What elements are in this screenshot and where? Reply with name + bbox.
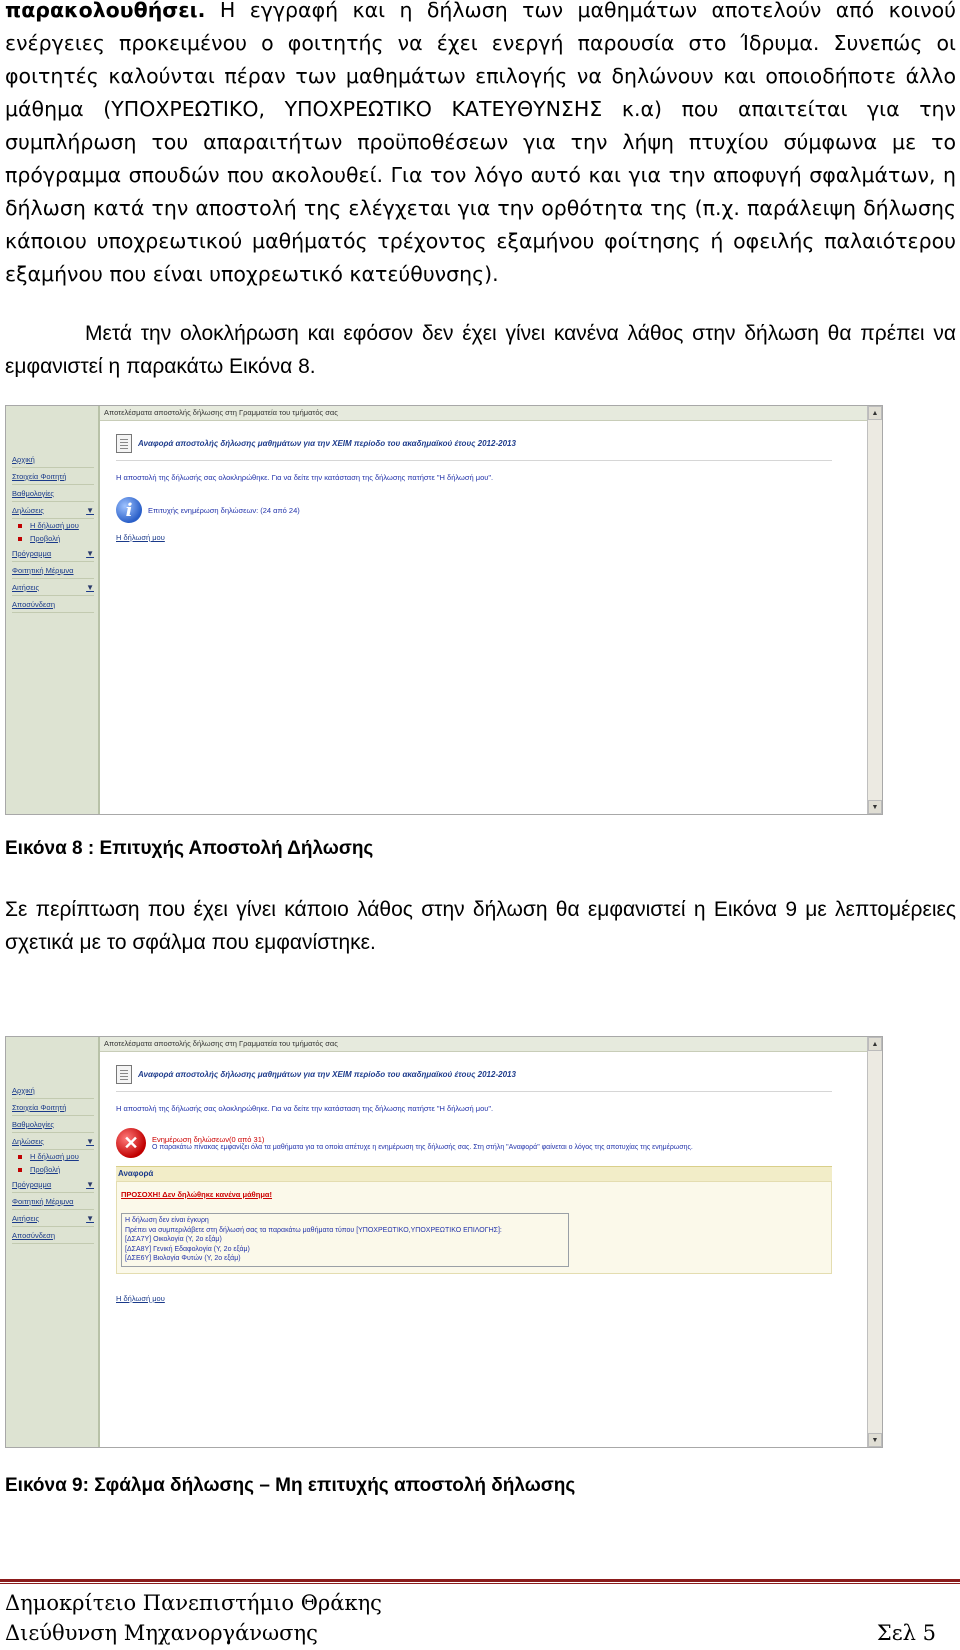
scroll-up-icon[interactable]: ▲ — [868, 1037, 882, 1051]
nav-requests[interactable]: Αιτήσεις ▼ — [12, 579, 94, 596]
footer-university: Δημοκρίτειο Πανεπιστήμιο Θράκης — [5, 1591, 382, 1615]
scroll-up-icon[interactable]: ▲ — [868, 406, 882, 420]
nav-grades[interactable]: Βαθμολογίες — [12, 1116, 94, 1133]
nav-declarations[interactable]: Δηλώσεις ▼ — [12, 1133, 94, 1150]
bullet-icon — [18, 524, 22, 528]
my-declaration-link[interactable]: Η δήλωσή μου — [116, 1293, 165, 1303]
report-title: Αναφορά αποστολής δήλωσης μαθημάτων για την ΧΕΙΜ περίοδο του ακαδημαϊκού έτους 2012-2013 — [116, 426, 832, 461]
nav-my-declaration[interactable]: Η δήλωσή μου — [12, 1150, 94, 1163]
sidebar-nav — [12, 1082, 94, 1244]
paragraph-error-case: Σε περίπτωση που έχει γίνει κάποιο λάθος στην δήλωση θα εμφανιστεί η Εικόνα 9 με λεπτομέρειες σχετικά με το σφάλμα που εμφανίστηκε. — [5, 898, 956, 954]
error-line: Η δήλωση δεν είναι έγκυρη — [125, 1217, 209, 1224]
bullet-icon — [18, 1155, 22, 1159]
nav-grades[interactable]: Βαθμολογίες — [12, 485, 94, 502]
report-title: Αναφορά αποστολής δήλωσης μαθημάτων για την ΧΕΙΜ περίοδο του ακαδημαϊκού έτους 2012-2013 — [116, 1057, 832, 1092]
success-row — [116, 497, 832, 523]
scrollbar[interactable] — [867, 406, 882, 814]
error-row — [116, 1128, 832, 1158]
footer-rule — [0, 1579, 960, 1582]
main-content — [116, 1057, 832, 1306]
document-icon — [116, 1065, 132, 1084]
breadcrumb: Αποτελέσματα αποστολής δήλωσης στη Γραμματεία του τμήματός σας — [104, 1039, 338, 1048]
chevron-down-icon: ▼ — [86, 548, 94, 558]
intro-paragraph — [5, 0, 956, 291]
nav-home[interactable]: Αρχική — [12, 451, 94, 468]
nav-logout[interactable]: Αποσύνδεση — [12, 596, 94, 613]
intro-bold: παρακολουθήσει. — [5, 0, 206, 22]
error-details — [121, 1213, 569, 1267]
error-line: [ΔΣΕ6Υ] Βιολογία Φυτών (Υ, 2ο εξάμ) — [125, 1255, 241, 1262]
main-content — [116, 426, 832, 545]
nav-view[interactable]: Προβολή — [12, 532, 94, 545]
sidebar — [6, 1037, 100, 1447]
nav-declarations[interactable]: Δηλώσεις ▼ — [12, 502, 94, 519]
footer-rule-thin — [0, 1583, 960, 1584]
nav-my-declaration[interactable]: Η δήλωσή μου — [12, 519, 94, 532]
scroll-down-icon[interactable]: ▼ — [868, 800, 882, 814]
screenshot-success — [5, 405, 883, 815]
nav-view[interactable]: Προβολή — [12, 1163, 94, 1176]
sidebar — [6, 406, 100, 814]
nav-student-data[interactable]: Στοιχεία Φοιτητή — [12, 1099, 94, 1116]
error-subtitle: Ο παρακάτω πίνακας εμφανίζει όλα τα μαθήματα για τα οποία απέτυχε η ενημέρωση της δήλωσής σας. Στη στήλη "Αναφορά" φαίνεται ο λόγος της αποτυχίας της ενημέρωσης. — [152, 1144, 693, 1151]
success-text: Επιτυχής ενημέρωση δηλώσεων: (24 από 24) — [148, 505, 300, 515]
nav-logout[interactable]: Αποσύνδεση — [12, 1227, 94, 1244]
nav-home[interactable]: Αρχική — [12, 1082, 94, 1099]
caption-figure-8: Εικόνα 8 : Επιτυχής Αποστολή Δήλωσης — [5, 838, 374, 859]
report-heading: Αναφορά — [116, 1166, 832, 1181]
error-line: Πρέπει να συμπεριλάβετε στη δήλωσή σας τα παρακάτω μαθήματα τύπου [ΥΠΟΧΡΕΩΤΙΚΟ,ΥΠΟΧΡΕΩΤΙΚΟ ΕΠΙΛΟΓΗΣ]: — [125, 1226, 502, 1234]
completion-message: Η αποστολή της δήλωσής σας ολοκληρώθηκε. Για να δείτε την κατάσταση της δήλωσης πατήστε "Η δήλωσή μου". — [116, 1104, 494, 1113]
chevron-down-icon: ▼ — [86, 505, 94, 515]
report-box — [116, 1181, 832, 1274]
nav-requests[interactable]: Αιτήσεις ▼ — [12, 1210, 94, 1227]
screenshot-error — [5, 1036, 883, 1448]
footer-department: Διεύθυνση Μηχανοργάνωσης — [5, 1621, 318, 1645]
chevron-down-icon: ▼ — [86, 582, 94, 592]
my-declaration-link[interactable]: Η δήλωσή μου — [116, 533, 165, 542]
error-line: [ΔΣΑ7Υ] Οικολογία (Υ, 2ο εξάμ) — [125, 1236, 222, 1243]
nav-student-data[interactable]: Στοιχεία Φοιτητή — [12, 468, 94, 485]
error-icon: ✕ — [116, 1128, 146, 1158]
chevron-down-icon: ▼ — [86, 1136, 94, 1146]
bullet-icon — [18, 1168, 22, 1172]
nav-student-care[interactable]: Φοιτητική Μέριμνα — [12, 562, 94, 579]
nav-program[interactable]: Πρόγραμμα ▼ — [12, 1176, 94, 1193]
nav-student-care[interactable]: Φοιτητική Μέριμνα — [12, 1193, 94, 1210]
nav-program[interactable]: Πρόγραμμα ▼ — [12, 545, 94, 562]
intro-text: Η εγγραφή και η δήλωση των μαθημάτων αποτελούν από κοινού ενέργειες προκειμένου ο φοιτητής να έχει ενεργή παρουσία στο Ίδρυμα. Συνεπώς οι φοιτητές καλούνται πέραν των μαθημάτων επιλογής να δηλώνουν και οποιοδήποτε άλλο μάθημα (ΥΠΟΧΡΕΩΤΙΚΟ, ΥΠΟΧΡΕΩΤΙΚΟ ΚΑΤΕΥΘΥΝΣΗΣ κ.α) που απαιτείται για την συμπλήρωση του απαραιτήτων προϋποθέσεων για την λήψη πτυχίου σύμφωνα με το πρόγραμμα σπουδών που ακολουθεί. Για τον λόγο αυτό και για την αποφυγή σφαλμάτων, η δήλωση κατά την αποστολή της ελέγχεται για την ορθότητα της (π.χ. παράλειψη δήλωσης κάποιου υποχρεωτικού μαθήματός τρέχοντος εξαμήνου φοίτησης ή οφειλής παλαιότερου εξαμήνου που είναι υποχρεωτικό κατεύθυνσης). — [5, 0, 956, 286]
error-line: [ΔΣΑ8Υ] Γενική Εδαφολογία (Υ, 2ο εξάμ) — [125, 1245, 250, 1253]
warning-text: ΠΡΟΣΟΧΗ! Δεν δηλώθηκε κανένα μάθημα! — [121, 1190, 273, 1199]
chevron-down-icon: ▼ — [86, 1213, 94, 1223]
chevron-down-icon: ▼ — [86, 1179, 94, 1189]
scrollbar[interactable] — [867, 1037, 882, 1447]
caption-figure-9: Εικόνα 9: Σφάλμα δήλωσης – Μη επιτυχής αποστολή δήλωσης — [5, 1475, 576, 1496]
bullet-icon — [18, 537, 22, 541]
completion-message: Η αποστολή της δήλωσής σας ολοκληρώθηκε. Για να δείτε την κατάσταση της δήλωσης πατήστε "Η δήλωσή μου". — [116, 473, 494, 482]
scroll-down-icon[interactable]: ▼ — [868, 1433, 882, 1447]
page-number: Σελ 5 — [876, 1621, 936, 1645]
sidebar-nav — [12, 451, 94, 613]
paragraph-after-completion: Μετά την ολοκλήρωση και εφόσον δεν έχει γίνει κανένα λάθος στην δήλωση θα πρέπει να εμφανιστεί η παρακάτω Εικόνα 8. — [5, 322, 956, 378]
breadcrumb: Αποτελέσματα αποστολής δήλωσης στη Γραμματεία του τμήματός σας — [104, 408, 338, 417]
document-icon — [116, 434, 132, 453]
info-icon: i — [116, 497, 142, 523]
error-title: Ενημέρωση δηλώσεων(0 από 31) — [152, 1135, 265, 1144]
